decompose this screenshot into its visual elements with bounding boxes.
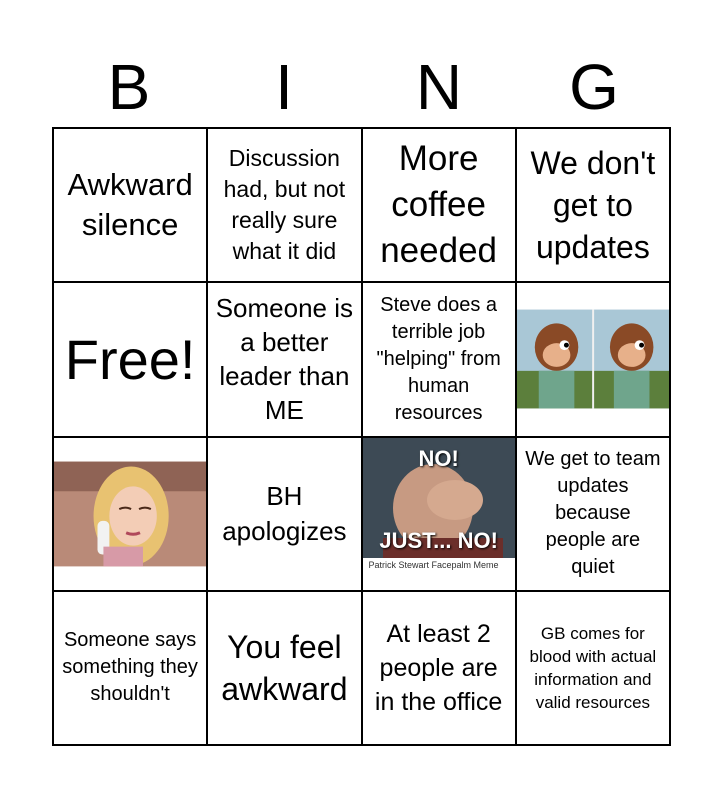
bingo-cell[interactable] [362,437,516,591]
bingo-cell[interactable] [207,282,361,436]
cell-text: You feel awkward [221,628,348,707]
bingo-cell[interactable] [516,282,670,436]
bingo-cell[interactable] [53,591,207,745]
bingo-cell[interactable] [362,591,516,745]
bingo-cell[interactable] [53,128,207,282]
cell-text: Someone is a better leader than ME [215,293,354,426]
cell-text: We get to team updates because people are quiet [525,448,661,579]
meme-top-text: NO! [418,445,459,471]
cell-text: Someone says something they shouldn't [62,629,198,706]
free-space-text: Free! [64,327,196,391]
header-letter-i: I [275,51,293,123]
bingo-cell[interactable] [207,128,361,282]
cell-text: At least 2 people are in the office [374,619,503,716]
cell-text: Discussion had, but not really sure what it did [223,145,346,265]
cell-text: BH apologizes [222,480,347,546]
cell-text: We don't get to updates [530,145,656,266]
meme-bottom-text: JUST... NO! [379,527,498,553]
bingo-cell[interactable] [516,437,670,591]
bingo-header [52,52,671,122]
cell-text: Awkward silence [67,167,193,243]
bingo-cell[interactable] [362,128,516,282]
woman-on-phone-image [54,461,206,567]
header-letter-n: N [415,51,463,123]
image-caption: Patrick Stewart Facepalm Meme [368,559,499,570]
bingo-cell[interactable] [516,128,670,282]
bingo-board [52,127,671,746]
free-space-cell[interactable] [53,282,207,436]
bingo-cell[interactable] [362,282,516,436]
cell-text: GB comes for blood with actual information and valid resources [529,623,657,712]
cell-text: Steve does a terrible job "helping" from human resources [376,293,501,424]
awkward-puppet-meme-image [517,309,669,409]
bingo-cell[interactable] [516,591,670,745]
header-letter-b: B [107,51,151,123]
bingo-cell[interactable] [207,437,361,591]
cell-text: More coffee needed [380,139,498,271]
bingo-cell[interactable] [207,591,361,745]
header-letter-g: G [569,51,619,123]
bingo-cell[interactable] [53,437,207,591]
